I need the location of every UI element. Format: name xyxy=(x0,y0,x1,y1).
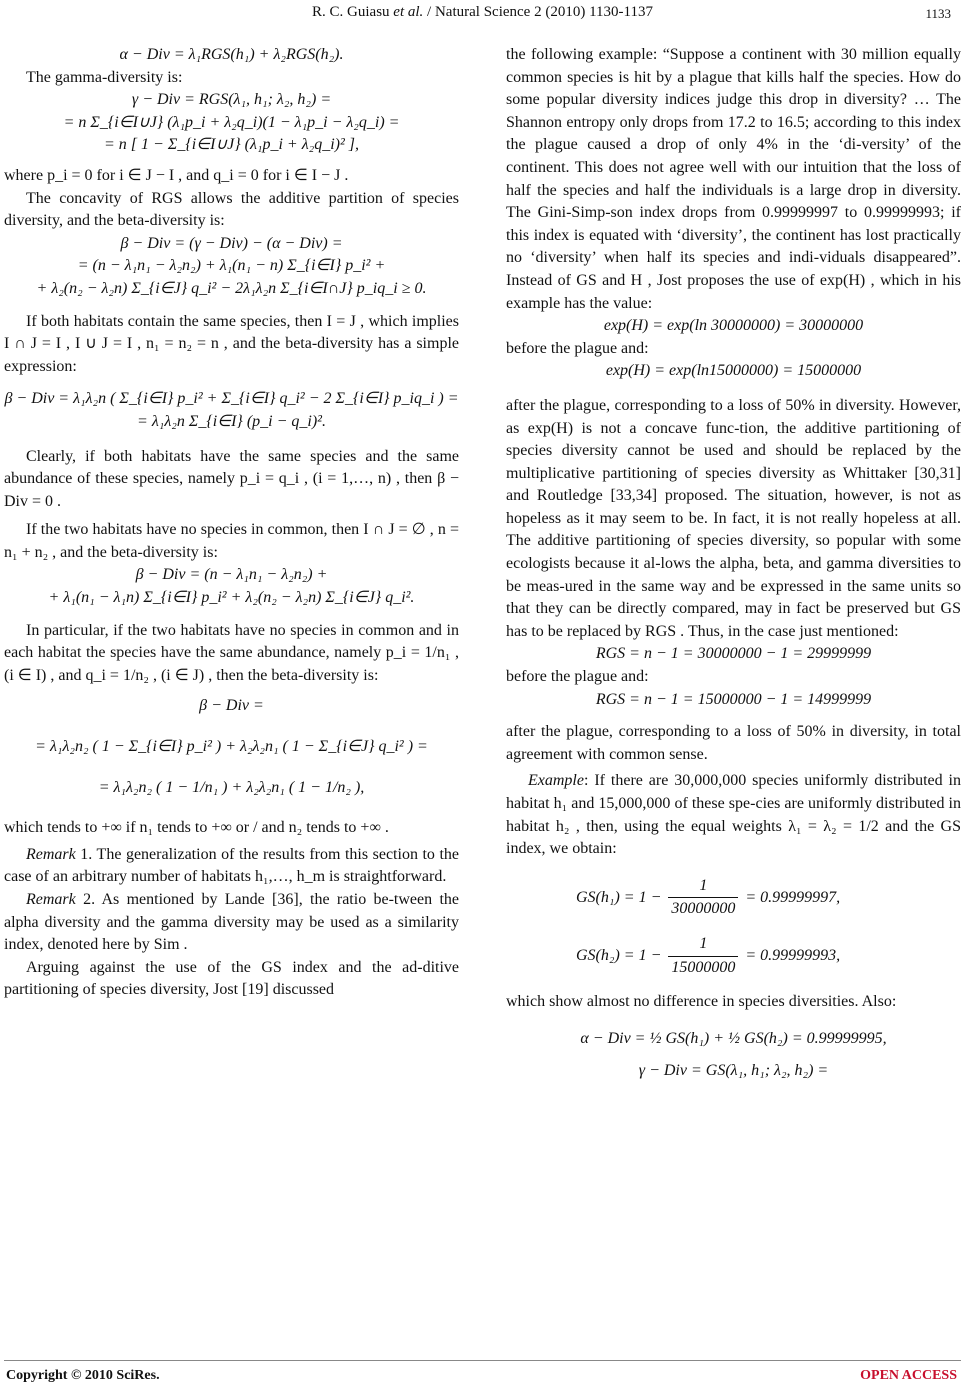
text-before-plague: before the plague and: xyxy=(506,339,649,357)
paragraph-where: where p_i = 0 for i ∈ J − I , and q_i = 0 for i ∈ I − J . xyxy=(4,166,349,184)
equation-gs-h2 xyxy=(506,933,961,979)
running-header: R. C. Guiasu et al. / Natural Science 2 (2010) 1130-1137 xyxy=(312,4,653,20)
example-text: : If there are 30,000,000 species uniformly distributed in habitat h₁ and 15,000,000 of these spe-cies are uniformly distributed in habitat h₂ , then, using the equal weights λ₁ = λ₂ = 1/2 and the GS index, we obtain: xyxy=(506,772,961,858)
gs-h2-rhs: = 0.99999993, xyxy=(745,946,841,964)
remark-1-label: Remark xyxy=(26,845,76,863)
equation-beta-pa-1: β − Div = xyxy=(199,697,264,715)
gs-h1-fraction xyxy=(668,875,738,921)
equation-beta-div-2: = (n − λ₁n₁ − λ₂n₂) + λ₁(n₁ − n) Σ_{i∈I} p_i² + xyxy=(77,257,386,275)
header-journal: Natural Science 2 (2010) 1130-1137 xyxy=(434,4,653,20)
equation-exp-1: exp(H) = exp(ln 30000000) = 30000000 xyxy=(603,317,864,335)
paragraph-concavity: The concavity of RGS allows the additive partition of species diversity, and the beta-diversity is: xyxy=(4,189,459,230)
paragraph-gamma-intro: The gamma-diversity is: xyxy=(26,68,183,86)
gs-h2-denominator: 15000000 xyxy=(671,958,736,976)
paragraph-tends: which tends to +∞ if n₁ tends to +∞ or / and n₂ tends to +∞ . xyxy=(4,819,389,837)
gs-h1-denominator: 30000000 xyxy=(671,900,736,918)
equation-gamma-div-3: = n [ 1 − Σ_{i∈I∪J} (λ₁p_i + λ₂q_i)² ], xyxy=(104,136,359,154)
paragraph-no-common: If the two habitats have no species in common, then I ∩ J = ∅ , n = n₁ + n₂ , and the beta-diversity is: xyxy=(4,521,459,561)
equation-gamma-div-2: = n Σ_{i∈I∪J} (λ₁p_i + λ₂q_i)(1 − λ₁p_i − λ₂q_i) = xyxy=(63,113,400,131)
paragraph-after-plague: after the plague, corresponding to a loss of 50% in diversity. However, as exp(H) is not a concave func-tion, the additive partitioning of species diversity cannot be used and should be replaced by the multiplicative partitioning of species diversity as Whittaker [30,31] and Routledge [33,34] proposed. The situation, however, is not as hopeless as it may seem to be. In fact, it is not really hopeless at all. The additive partitioning of species diversity, so popular with some ecologists because it al-lows the alpha, beta, and gamma diversities to be meas-ured in the same way and be expressed in the same units so that they can be directly compared, may in fact be preserved but GS has to be replaced by RGS . Thus, in the case just mentioned: xyxy=(506,396,961,640)
left-column xyxy=(4,44,459,1002)
gs-h2-numerator: 1 xyxy=(668,933,738,957)
equation-beta-div-1: β − Div = (γ − Div) − (α − Div) = xyxy=(120,234,343,252)
paragraph-remark-1 xyxy=(4,844,459,889)
paragraph-after-plague-2: after the plague, corresponding to a loss of 50% in diversity, in total agreement with common sense. xyxy=(506,723,961,763)
gs-h1-rhs: = 0.99999997, xyxy=(745,888,841,906)
paragraph-arguing: Arguing against the use of the GS index and the ad-ditive partitioning of species diversity, Jost [19] discussed xyxy=(4,958,459,999)
paragraph-clearly: Clearly, if both habitats have the same species and the same abundance of these species, namely p_i = q_i , (i = 1,…, n) , then β − Div = 0 . xyxy=(4,447,459,510)
footer-open-access: OPEN ACCESS xyxy=(860,1368,957,1383)
equation-beta-same-1: β − Div = λ₁λ₂n ( Σ_{i∈I} p_i² + Σ_{i∈I} q_i² − 2 Σ_{i∈I} p_iq_i ) = xyxy=(4,390,459,408)
equation-rgs-2: RGS = n − 1 = 15000000 − 1 = 14999999 xyxy=(595,690,872,708)
equation-beta-same-2: = λ₁λ₂n Σ_{i∈I} (p_i − q_i)². xyxy=(137,412,326,430)
gs-h1-lhs: GS(h₁) = 1 − xyxy=(576,888,662,906)
paragraph-jost-example: the following example: “Suppose a continent with 30 million equally common species is hit by a plague that kills half the species. How do some popular diversity indices judge this drop in diversity? … The Shannon entropy only drops from 17.2 to 16.5; according to this index the plague caused a drop of only 4% in the ‘di-versity’ of the continent. This does not agree well with our intuition that the loss of half the species and half the individuals is a large drop in diversity. The Gini-Simp-son index drops from 0.99999997 to 0.99999993; if this index is equated with ‘diversity’, the continent has lost practically no ‘diversity’ when half its species and indi-viduals disappeared”. Instead of GS and H , Jost proposes the use of exp(H) , which in his example has the value: xyxy=(506,46,961,312)
remark-2-label: Remark xyxy=(26,891,76,908)
gs-h2-fraction xyxy=(668,933,738,979)
gs-h2-lhs: GS(h₂) = 1 − xyxy=(576,946,662,964)
footer-rule xyxy=(4,1360,961,1361)
equation-alpha-div: α − Div = λ₁RGS(h₁) + λ₂RGS(h₂). xyxy=(119,46,344,63)
remark-1-text: 1. The generalization of the results from this section to the case of an arbitrary number of habitats h₁,…, h_m is straightforward. xyxy=(4,845,459,886)
equation-alpha-gs: α − Div = ½ GS(h₁) + ½ GS(h₂) = 0.99999995, xyxy=(580,1029,887,1047)
paragraph-both-habitats: If both habitats contain the same species, then I = J , which implies I ∩ J = I , I ∪ J = I , n₁ = n₂ = n , and the beta-diversity has a simple expression: xyxy=(4,312,459,375)
equation-beta-nc-1: β − Div = (n − λ₁n₁ − λ₂n₂) + xyxy=(135,566,328,584)
paragraph-particular: In particular, if the two habitats have no species in common and in each habitat the species have the same abundance, namely p_i = 1/n₁ , (i ∈ I) , and q_i = 1/n₂ , (i ∈ J) , then the beta-diversity is: xyxy=(4,621,459,684)
footer-copyright: Copyright © 2010 SciRes. xyxy=(6,1368,160,1383)
right-column xyxy=(506,44,961,1083)
text-before-plague-2: before the plague and: xyxy=(506,668,649,686)
equation-rgs-1: RGS = n − 1 = 30000000 − 1 = 29999999 xyxy=(595,645,872,663)
equation-beta-pa-3: = λ₁λ₂n₂ ( 1 − 1/n₁ ) + λ₂λ₂n₁ ( 1 − 1/n₂ ), xyxy=(98,778,365,796)
example-label: Example xyxy=(528,772,584,790)
equation-beta-nc-2: + λ₁(n₁ − λ₁n) Σ_{i∈I} p_i² + λ₂(n₂ − λ₂n) Σ_{i∈J} q_i². xyxy=(48,589,415,607)
gs-h1-numerator: 1 xyxy=(668,875,738,899)
paragraph-remark-2 xyxy=(4,889,459,957)
header-author: R. C. Guiasu xyxy=(312,4,390,20)
header-etal: et al. xyxy=(393,4,424,20)
equation-beta-pa-2: = λ₁λ₂n₂ ( 1 − Σ_{i∈I} p_i² ) + λ₂λ₂n₁ ( 1 − Σ_{i∈J} q_i² ) = xyxy=(35,738,428,756)
equation-beta-div-3: + λ₂(n₂ − λ₂n) Σ_{i∈J} q_i² − 2λ₁λ₂n Σ_{i∈I∩J} p_iq_i ≥ 0. xyxy=(36,279,427,297)
equation-gs-h1 xyxy=(506,875,961,921)
remark-2-text: 2. As mentioned by Lande [36], the ratio be-tween the alpha diversity and the gamma diversity may be used as a similarity index, denoted here by Sim . xyxy=(4,891,459,954)
paragraph-example xyxy=(506,770,961,860)
equation-gamma-div-1: γ − Div = RGS(λ₁, h₁; λ₂, h₂) = xyxy=(131,91,332,109)
paragraph-almost: which show almost no difference in species diversities. Also: xyxy=(506,993,897,1011)
page-number: 1133 xyxy=(925,6,951,21)
equation-gamma-gs: γ − Div = GS(λ₁, h₁; λ₂, h₂) = xyxy=(638,1062,829,1080)
equation-exp-2: exp(H) = exp(ln15000000) = 15000000 xyxy=(605,362,862,380)
